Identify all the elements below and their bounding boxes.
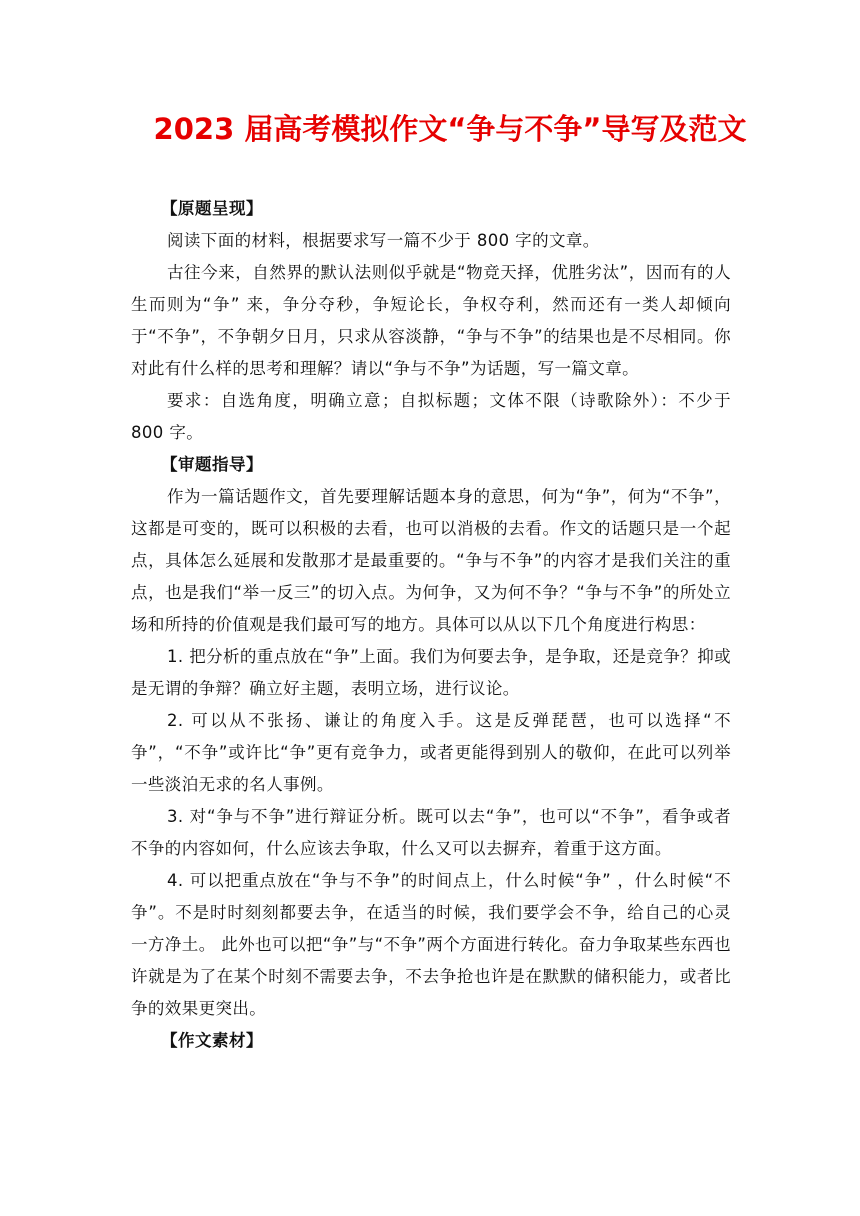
paragraph: 要求：自选角度，明确立意；自拟标题；文体不限（诗歌除外）：不少于 800 字。 — [131, 391, 731, 442]
document-title: 2023 届高考模拟作文“争与不争”导写及范文 — [153, 112, 747, 146]
document-body — [131, 193, 731, 1057]
paragraph: 2. 可以从不张扬、谦让的角度入手。这是反弹琵琶，也可以选择“不争”，“不争”或许比“争”更有竞争力，或者更能得到别人的敬仰，在此可以列举一些淡泊无求的名人事例。 — [131, 711, 731, 794]
paragraph: 3. 对“争与不争”进行辩证分析。既可以去“争”，也可以“不争”，看争或者不争的内容如何，什么应该去争取，什么又可以去摒弃，着重于这方面。 — [131, 807, 731, 858]
paragraph: 阅读下面的材料，根据要求写一篇不少于 800 字的文章。 — [167, 231, 600, 250]
section-heading-materials: 【作文素材】 — [161, 1031, 263, 1050]
paragraph: 1. 把分析的重点放在“争”上面。我们为何要去争，是争取，还是竞争？抑或是无谓的争辩？确立好主题，表明立场，进行议论。 — [131, 647, 731, 698]
section-heading-original-question: 【原题呈现】 — [161, 199, 263, 218]
paragraph: 作为一篇话题作文，首先要理解话题本身的意思，何为“争”，何为“不争”，这都是可变的，既可以积极的去看，也可以消极的去看。作文的话题只是一个起点，具体怎么延展和发散那才是最重要的。“争与不争”的内容才是我们关注的重点，也是我们“举一反三”的切入点。为何争，又为何不争？“争与不争”的所处立场和所持的价值观是我们最可写的地方。具体可以从以下几个角度进行构思： — [131, 487, 731, 634]
paragraph: 古往今来，自然界的默认法则似乎就是“物竞天择，优胜劣汰”，因而有的人生而则为“争” 来，争分夺秒，争短论长，争权夺利，然而还有一类人却倾向于“不争”，不争朝夕日月，只求从容淡静，“争与不争”的结果也是不尽相同。你对此有什么样的思考和理解？请以“争与不争”为话题，写一篇文章。 — [131, 263, 731, 378]
section-heading-guidance: 【审题指导】 — [161, 455, 263, 474]
paragraph: 4. 可以把重点放在“争与不争”的时间点上，什么时候“争” ，什么时候“不争”。不是时时刻刻都要去争，在适当的时候，我们要学会不争，给自己的心灵一方净土。 此外也可以把“争”与“不争”两个方面进行转化。奋力争取某些东西也许就是为了在某个时刻不需要去争，不去争抢也许是在默默的储积能力，或者比争的效果更突出。 — [131, 871, 731, 1018]
